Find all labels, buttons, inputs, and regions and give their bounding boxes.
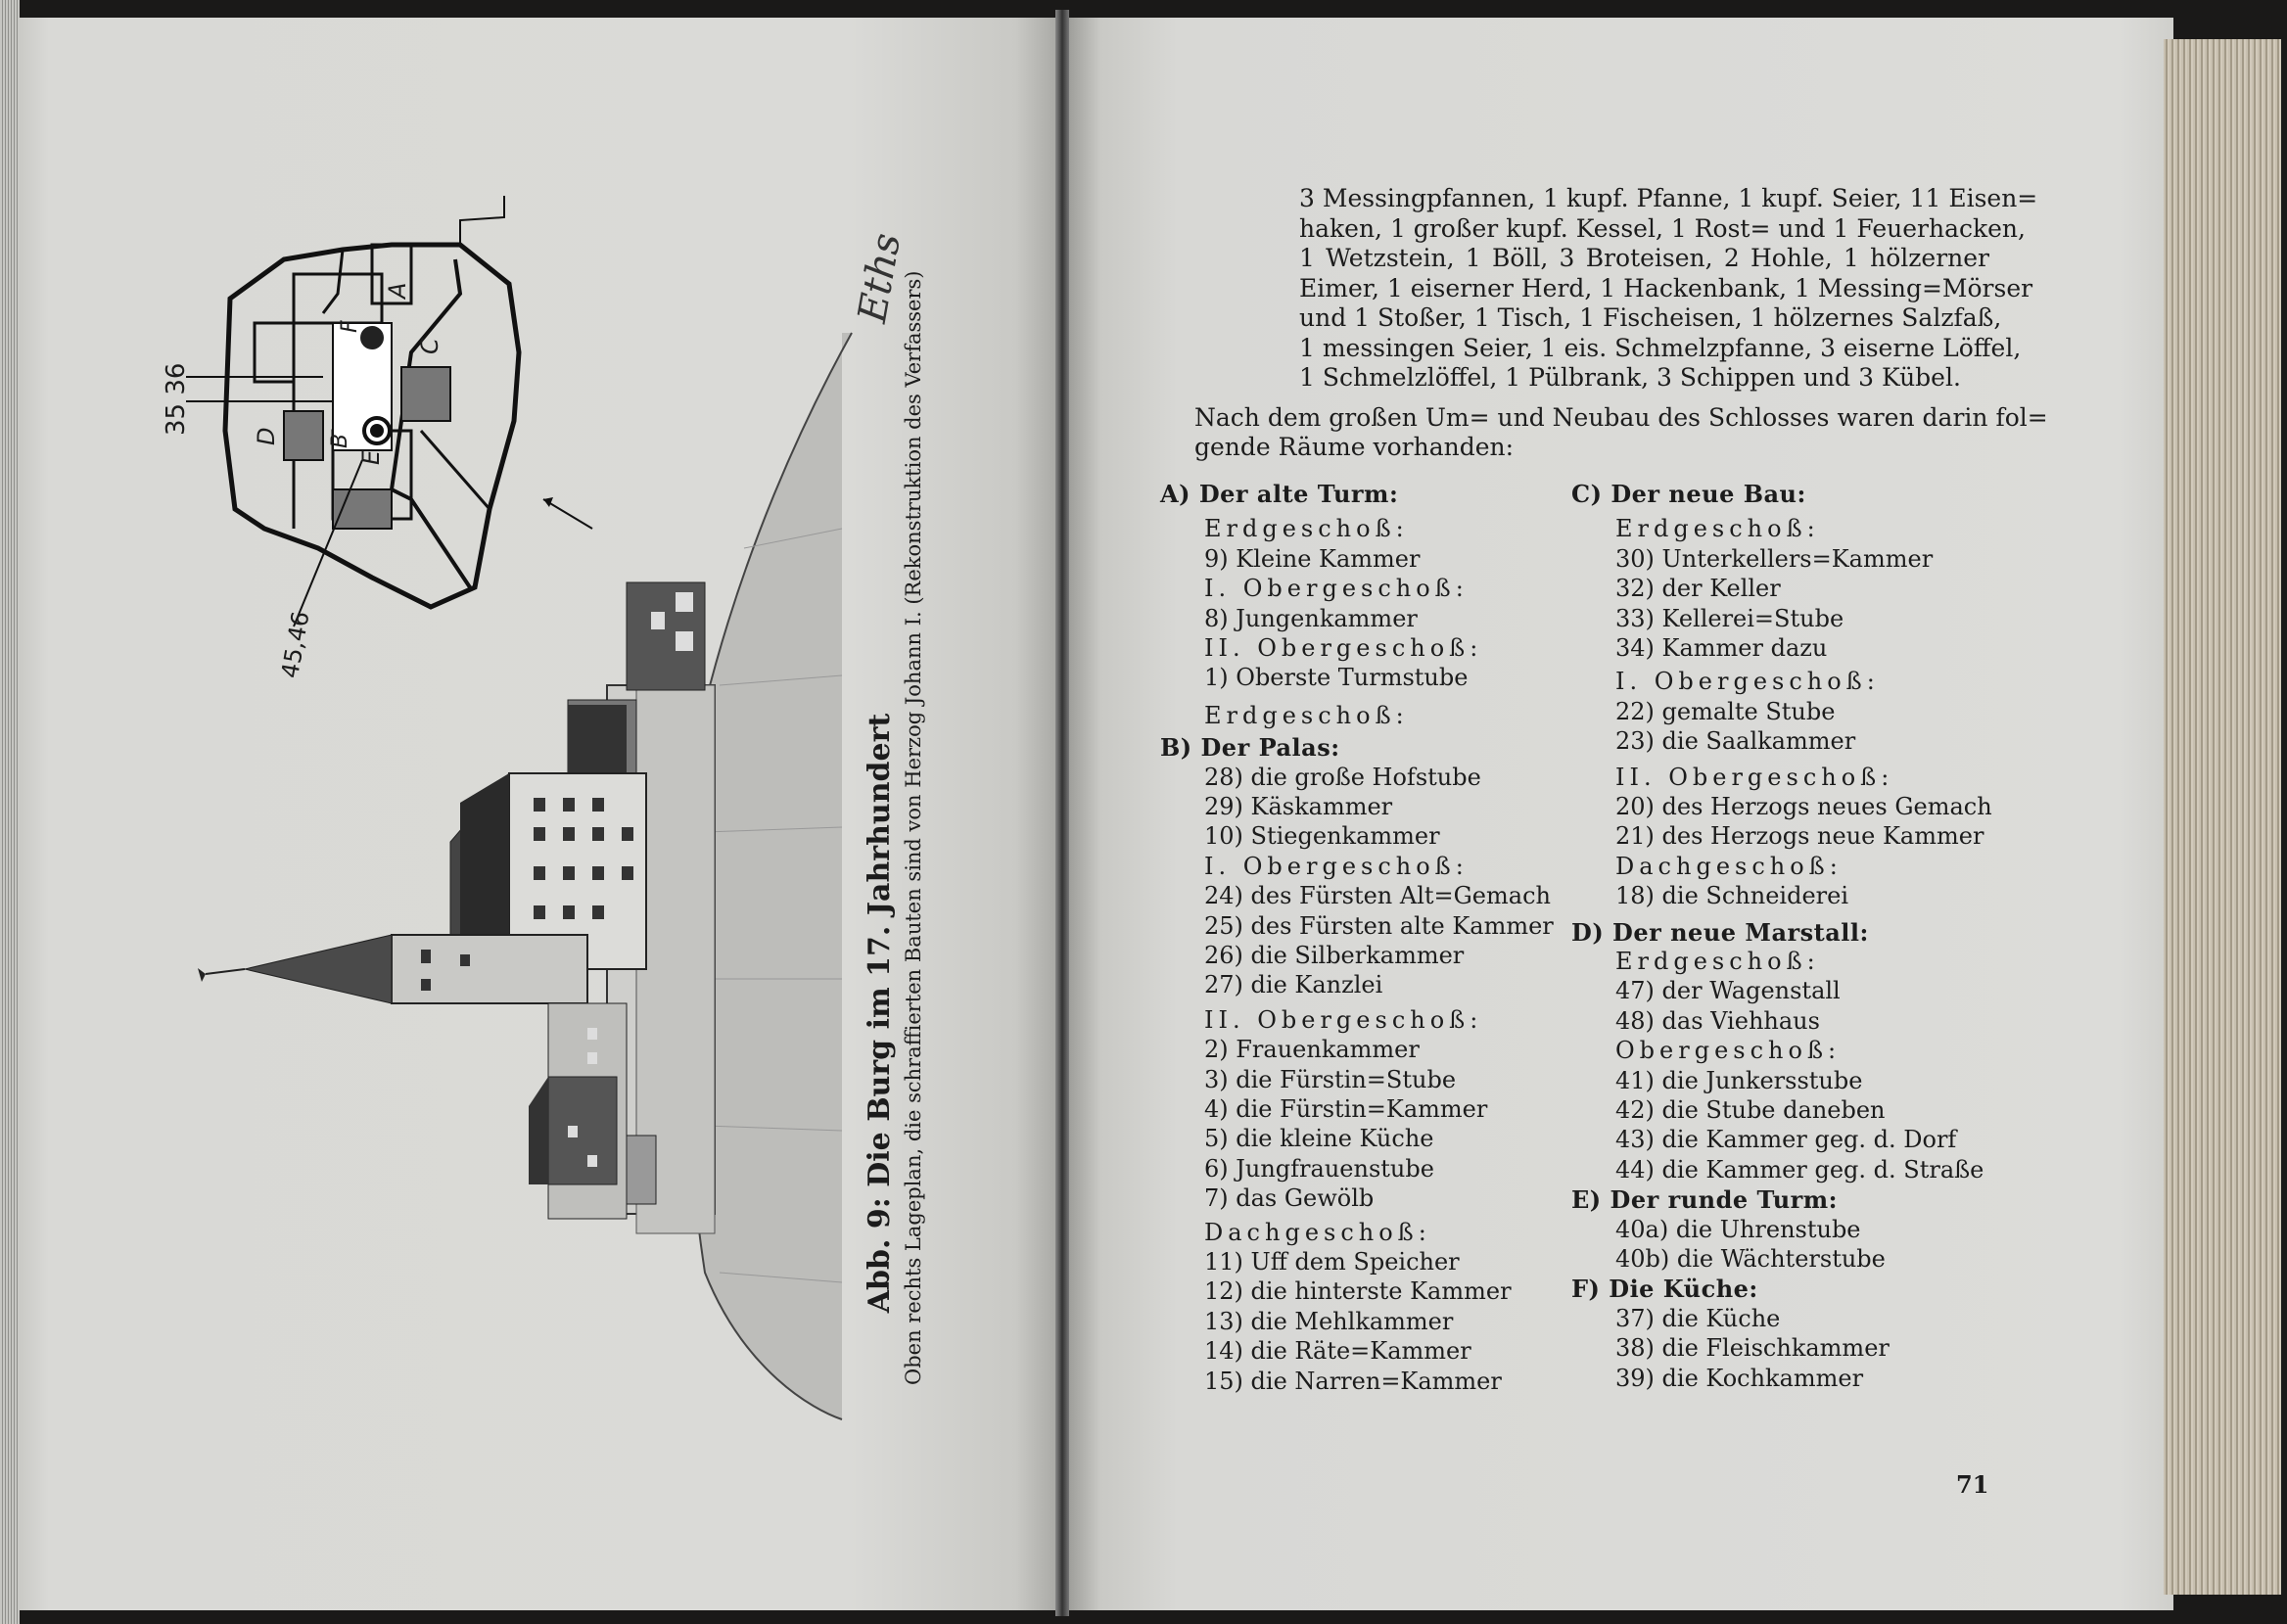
room-entry: 21) des Herzogs neue Kammer: [1615, 822, 1984, 851]
room-entry: 7) das Gewölb: [1204, 1184, 1375, 1213]
castle-round-tower: [392, 935, 587, 1003]
room-entry: 11) Uff dem Speicher: [1204, 1248, 1460, 1276]
floor-heading: II. Obergeschoß:: [1204, 634, 1483, 662]
room-entry: 27) die Kanzlei: [1204, 971, 1383, 999]
tower-spire: [245, 935, 392, 1003]
room-list-right: [1571, 480, 2002, 1429]
text-line: 1 Schmelzlöffel, 1 Pülbrank, 3 Schippen und 3 Kübel.: [1299, 363, 1961, 392]
text-line: 1 Wetzstein, 1 Böll, 3 Broteisen, 2 Hohle, 1 hölzerner: [1299, 244, 1989, 272]
floor-heading: Obergeschoß:: [1615, 1037, 1842, 1065]
room-entry: 42) die Stube daneben: [1615, 1096, 1886, 1124]
floor-heading: Erdgeschoß:: [1204, 701, 1409, 729]
room-entry: 22) gemalte Stube: [1615, 697, 1836, 725]
room-entry: 41) die Junkersstube: [1615, 1066, 1863, 1094]
room-entry: 33) Kellerei=Stube: [1615, 604, 1844, 632]
floor-heading: I. Obergeschoß:: [1615, 668, 1880, 696]
room-entry: 40a) die Uhrenstube: [1615, 1215, 1861, 1243]
figure-caption: [862, 270, 969, 1385]
room-entry: 24) des Fürsten Alt=Gemach: [1204, 882, 1551, 910]
room-entry: 5) die kleine Küche: [1204, 1125, 1434, 1153]
room-entry: 37) die Küche: [1615, 1304, 1781, 1332]
room-entry: 15) die Narren=Kammer: [1204, 1367, 1502, 1395]
floor-heading: I. Obergeschoß:: [1204, 852, 1469, 880]
text-line: 1 messingen Seier, 1 eis. Schmelzpfanne, 3 eiserne Löffel,: [1299, 333, 2022, 362]
room-entry: 18) die Schneiderei: [1615, 882, 1848, 910]
floor-heading: Dachgeschoß:: [1615, 852, 1843, 880]
room-entry: 9) Kleine Kammer: [1204, 544, 1421, 573]
room-entry: 23) die Saalkammer: [1615, 727, 1856, 756]
text-line: gende Räume vorhanden:: [1194, 433, 1515, 461]
room-entry: 44) die Kammer geg. d. Straße: [1615, 1155, 1984, 1183]
plan-label-c: C: [416, 338, 443, 354]
caption-subtitle: Oben rechts Lageplan, die schraffierten Bauten sind von Herzog Johann I. (Rekonstruktion des Verfassers): [902, 270, 925, 1385]
section-heading: E) Der runde Turm:: [1571, 1185, 1839, 1215]
floor-heading: Erdgeschoß:: [1615, 948, 1820, 975]
floor-heading: Erdgeschoß:: [1615, 515, 1820, 543]
room-entry: 32) der Keller: [1615, 575, 1781, 603]
room-entry: 47) der Wagenstall: [1615, 977, 1841, 1005]
room-entry: 40b) die Wächterstube: [1615, 1245, 1886, 1273]
room-entry: 34) Kammer dazu: [1615, 634, 1828, 662]
plan-label-35-36: 35 36: [162, 362, 191, 436]
floor-heading: Erdgeschoß:: [1204, 515, 1409, 543]
room-entry: 43) die Kammer geg. d. Dorf: [1615, 1126, 1957, 1154]
plan-label-45-46: 45,46: [276, 609, 315, 680]
text-line: und 1 Stoßer, 1 Tisch, 1 Fischeisen, 1 hölzernes Salzfaß,: [1299, 303, 2002, 332]
text-line: 3 Messingpfannen, 1 kupf. Pfanne, 1 kupf. Seier, 11 Eisen=: [1299, 184, 2038, 212]
plan-label-b: B: [328, 433, 352, 448]
room-entry: 48) das Viehhaus: [1615, 1006, 1820, 1035]
floor-heading: II. Obergeschoß:: [1204, 1005, 1483, 1034]
artist-signature: Eths: [850, 229, 910, 326]
caption-title: Abb. 9: Die Burg im 17. Jahrhundert: [863, 713, 897, 1314]
floor-heading: I. Obergeschoß:: [1204, 575, 1469, 603]
floor-heading: II. Obergeschoß:: [1615, 763, 1894, 791]
section-heading: D) Der neue Marstall:: [1571, 917, 1869, 947]
text-line: haken, 1 großer kupf. Kessel, 1 Rost= und 1 Feuerhacken,: [1299, 213, 2026, 243]
room-entry: 29) Käskammer: [1204, 793, 1393, 820]
section-heading: F) Die Küche:: [1571, 1275, 1758, 1304]
room-entry: 1) Oberste Turmstube: [1204, 664, 1469, 692]
room-entry: 13) die Mehlkammer: [1204, 1307, 1454, 1335]
room-entry: 30) Unterkellers=Kammer: [1615, 544, 1934, 573]
room-entry: 39) die Kochkammer: [1615, 1364, 1864, 1392]
page-stack-edge: [2164, 39, 2281, 1595]
room-entry: 14) die Räte=Kammer: [1204, 1337, 1471, 1366]
room-entry: 8) Jungenkammer: [1204, 604, 1418, 632]
room-entry: 12) die hinterste Kammer: [1204, 1277, 1512, 1306]
room-entry: 26) die Silberkammer: [1204, 942, 1465, 969]
plan-label-d: D: [253, 427, 280, 445]
text-line: Nach dem großen Um= und Neubau des Schlosses waren darin fol=: [1194, 403, 2048, 432]
floor-heading: Dachgeschoß:: [1204, 1218, 1431, 1246]
plan-label-e: E: [357, 449, 385, 465]
room-entry: 6) Jungfrauenstube: [1204, 1154, 1434, 1183]
text-line: Eimer, 1 eiserner Herd, 1 Hackenbank, 1 Messing=Mörser: [1299, 273, 2033, 302]
inventory-paragraph: [1299, 184, 2038, 394]
room-entry: 25) des Fürsten alte Kammer: [1204, 911, 1554, 940]
room-entry: 28) die große Hofstube: [1204, 763, 1481, 791]
section-heading: C) Der neue Bau:: [1571, 480, 1806, 508]
book-gutter: [1055, 10, 1069, 1616]
section-heading: B) Der Palas:: [1160, 733, 1340, 763]
room-entry: 3) die Fürstin=Stube: [1204, 1065, 1457, 1093]
room-entry: 38) die Fleischkammer: [1615, 1334, 1890, 1363]
room-entry: 20) des Herzogs neues Gemach: [1615, 793, 1992, 820]
plan-label-f: F: [338, 320, 362, 333]
room-list-left: [1160, 480, 1571, 1429]
section-heading: A) Der alte Turm:: [1160, 480, 1399, 508]
intro-paragraph: [1194, 403, 2048, 462]
room-entry: 4) die Fürstin=Kammer: [1204, 1095, 1488, 1123]
page-number: 71: [1956, 1470, 1989, 1499]
room-entry: 2) Frauenkammer: [1204, 1036, 1420, 1064]
room-entry: 10) Stiegenkammer: [1204, 822, 1440, 851]
plan-label-a: A: [384, 282, 411, 299]
